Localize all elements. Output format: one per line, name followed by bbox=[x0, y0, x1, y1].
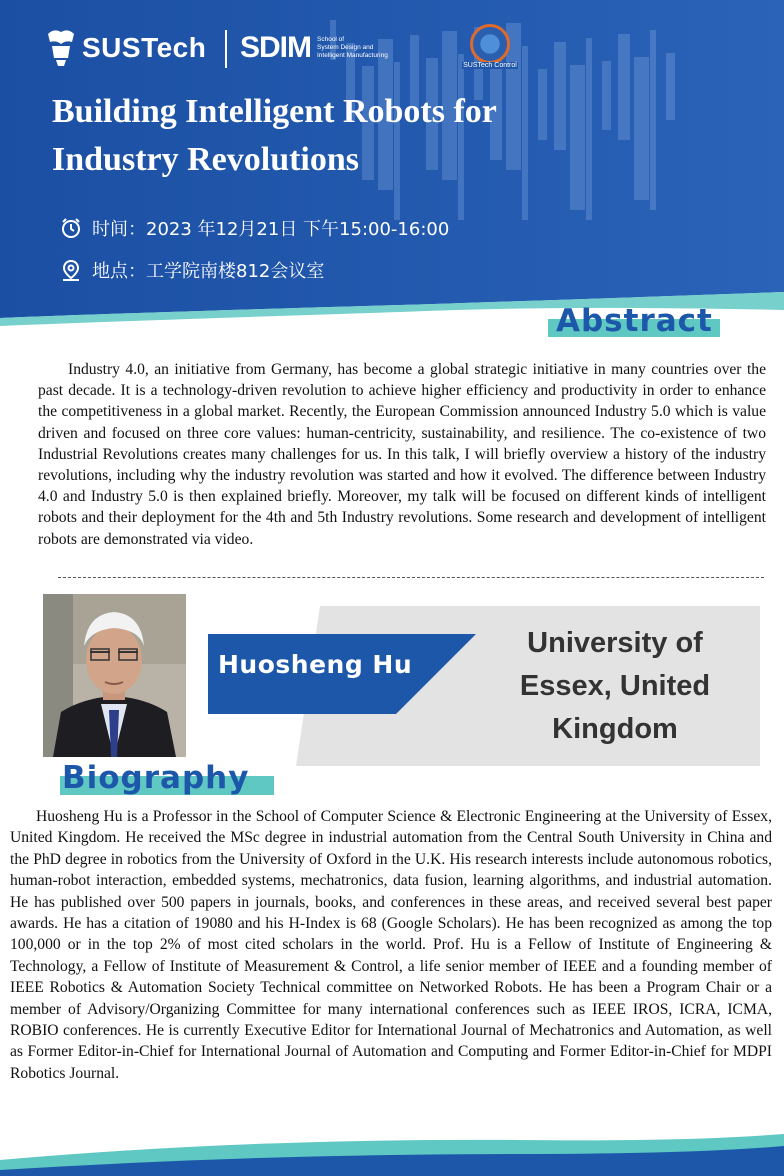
decorative-bar bbox=[650, 30, 656, 210]
biography-heading bbox=[60, 760, 274, 800]
location-pin-icon bbox=[60, 259, 82, 281]
place-info bbox=[60, 257, 324, 283]
decorative-bar bbox=[538, 69, 547, 140]
time-label: 时间： bbox=[92, 219, 146, 240]
speaker-affiliation: University of Essex, United Kingdom bbox=[519, 627, 711, 745]
footer-wave bbox=[0, 1130, 784, 1176]
decorative-bar bbox=[522, 46, 528, 220]
globe-icon bbox=[470, 24, 510, 64]
time-info bbox=[60, 215, 449, 241]
control-logo-label: SUSTech Control bbox=[463, 62, 517, 69]
abstract-heading-text: Abstract bbox=[556, 303, 713, 339]
sustech-control-logo bbox=[462, 24, 518, 74]
sustech-emblem-icon bbox=[44, 28, 78, 68]
talk-title bbox=[52, 88, 497, 184]
sdim-subtitle: School of System Design and Intelligent Manufacturing bbox=[317, 36, 388, 59]
speaker-name: Huosheng Hu bbox=[218, 650, 413, 679]
place-label: 地点： bbox=[92, 261, 146, 282]
decorative-bar bbox=[666, 53, 675, 120]
sustech-logo bbox=[44, 24, 206, 72]
header-banner bbox=[0, 0, 784, 330]
speaker-photo bbox=[43, 594, 186, 757]
title-line-1: Building Intelligent Robots for bbox=[52, 93, 497, 130]
sustech-wordmark: SUSTech bbox=[82, 32, 207, 63]
abstract-text: Industry 4.0, an initiative from Germany, has become a global strategic initiative in many countries over the past decade. It is a technology-driven revolution to achieve higher efficiency and productivity in order to enhance the competitiveness in a global market. Recently, the European Commission announced Industry 5.0 which is value driven and focused on three core values: human-centricity, sustainability, and resilience. The co-existence of two Industrial Revolutions creates many challenges for us. In this talk, I will briefly overview a history of the industry revolutions, including why the industry revolution was started and how it evolved. The difference between Industry 4.0 and Industry 5.0 is then explained briefly. Moreover, my talk will be focused on different kinds of intelligent robots and their deployment for the 4th and 5th Industry revolutions. Some research and development of intelligent robots are demonstrated via video. bbox=[38, 361, 766, 548]
clock-icon bbox=[60, 217, 82, 239]
sdim-logo bbox=[240, 31, 388, 65]
decorative-bar bbox=[586, 38, 592, 220]
decorative-bar bbox=[602, 61, 611, 130]
title-line-2: Industry Revolutions bbox=[52, 141, 360, 178]
biography-heading-text: Biography bbox=[62, 760, 250, 796]
sdim-wordmark: SDIM bbox=[240, 31, 311, 64]
section-divider bbox=[58, 577, 764, 578]
decorative-bar bbox=[634, 57, 649, 200]
biography-text: Huosheng Hu is a Professor in the School of Computer Science & Electronic Engineering at the University of Essex, United Kingdom. He received the MSc degree in industrial automation from the Central South University in China and the PhD degree in robotics from the University of Oxford in the U.K. His research interests include autonomous robotics, human-robot interaction, embedded systems, mechatronics, data fusion, learning algorithms, and industrial automation. He has published over 500 papers in journals, books, and conferences in these areas, and received several best paper awards. He has a citation of 19080 and his H-Index is 68 (Google Scholars). He has been recognized as among the top 100,000 or in the top 2% of most cited scholars in the world. Prof. Hu is a Fellow of Institute of Engineering & Technology, a Fellow of Institute of Measurement & Control, a life senior member of IEEE and a founding member of IEEE Robotics & Automation Society Technical committee on Networked Robots. He has been a Program Chair or a member of Advisory/Organizing Committee for many international conferences such as IEEE IROS, ICRA, ICMA, ROBIO conferences. He is currently Executive Editor for International Journal of Mechatronics and Automation, as well as Former Editor-in-Chief for International Journal of Automation and Computing and Former Editor-in-Chief for MDPI Robotics Journal. bbox=[10, 808, 772, 1082]
decorative-bar bbox=[554, 42, 566, 150]
place-value: 工学院南楼812会议室 bbox=[146, 261, 325, 282]
decorative-bar bbox=[570, 65, 585, 210]
time-value: 2023 年12月21日 下午15:00-16:00 bbox=[146, 219, 450, 240]
decorative-bar bbox=[618, 34, 630, 140]
abstract-heading bbox=[548, 303, 720, 339]
logo-divider bbox=[225, 30, 227, 68]
